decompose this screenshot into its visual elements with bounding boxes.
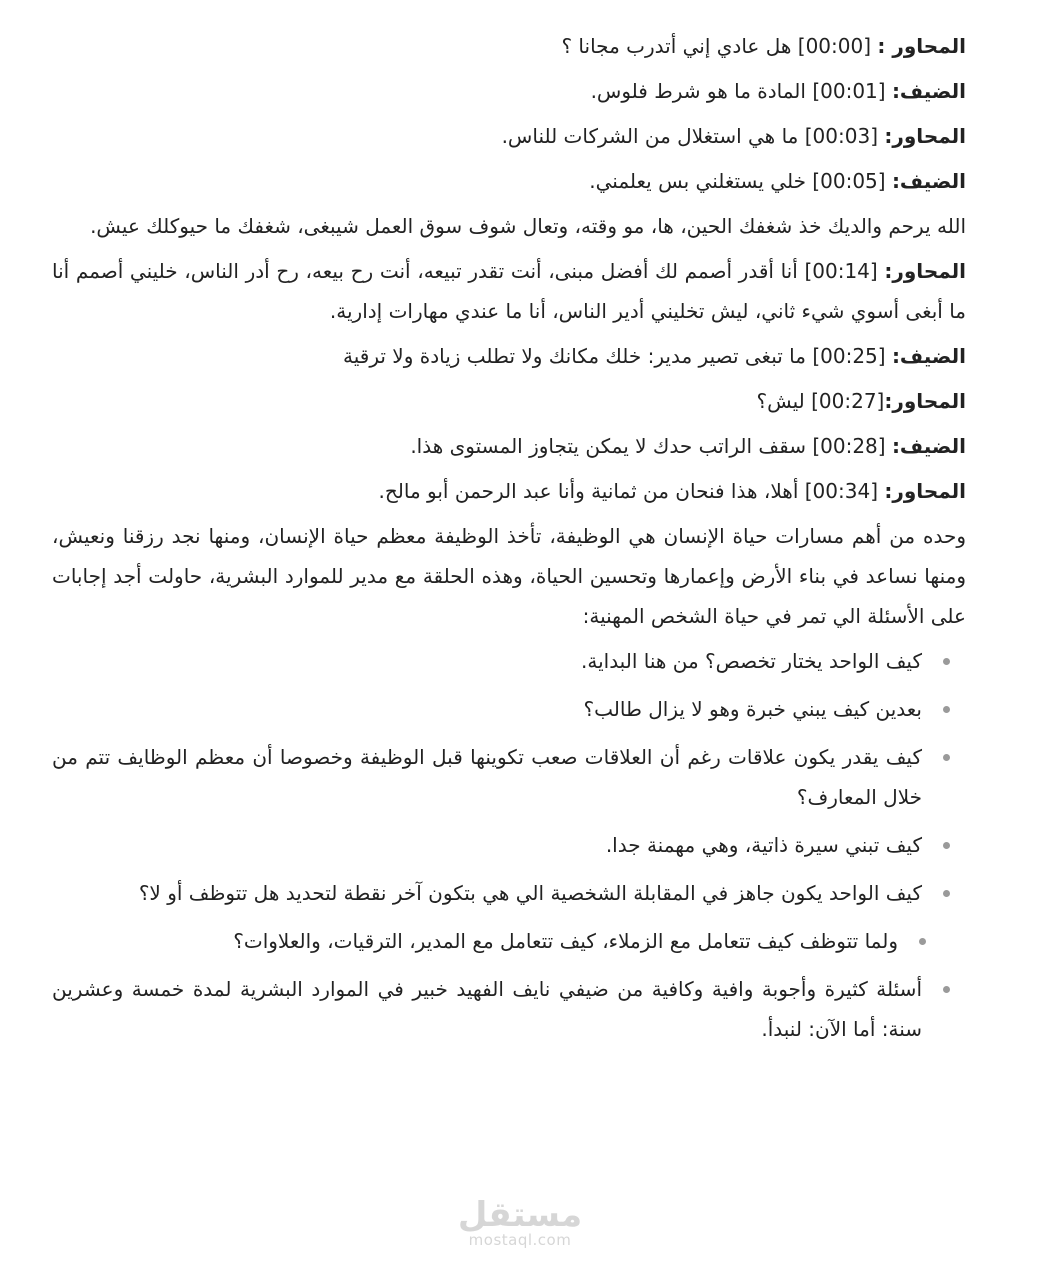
- dialogue-text: [00:03] ما هي استغلال من الشركات للناس.: [501, 124, 885, 148]
- bullet-dot-icon: [943, 986, 950, 993]
- list-item-text: أسئلة كثيرة وأجوبة وافية وكافية من ضيفي نايف الفهيد خبير في الموارد البشرية لمدة خمسة وعشرين سنة: أما الآن: لنبدأ.: [52, 977, 922, 1041]
- dialogue-line: [52, 116, 966, 156]
- list-item: [52, 921, 966, 961]
- speaker-label: المحاور:: [884, 259, 966, 283]
- dialogue-line: [52, 336, 966, 376]
- transcript-document: [52, 26, 966, 1057]
- dialogue-text: [00:01] المادة ما هو شرط فلوس.: [590, 79, 892, 103]
- list-item-text: كيف تبني سيرة ذاتية، وهي مهمنة جدا.: [605, 833, 922, 857]
- questions-list: [52, 641, 966, 1049]
- speaker-label: الضيف:: [891, 344, 966, 368]
- watermark-arabic: مستقل: [457, 1195, 583, 1235]
- list-item: [52, 737, 966, 817]
- list-item-text: كيف الواحد يكون جاهز في المقابلة الشخصية الي هي بتكون آخر نقطة لتحديد هل تتوظف أو لا؟: [138, 881, 922, 905]
- bullet-dot-icon: [943, 706, 950, 713]
- dialogue-text: [00:25] ما تبغى تصير مدير: خلك مكانك ولا تطلب زيادة ولا ترقية: [343, 344, 892, 368]
- paragraph-intro: وحده من أهم مسارات حياة الإنسان هي الوظيفة، تأخذ الوظيفة معظم حياة الإنسان، ومنها نجد رزقنا ونعيش، ومنها نساعد في بناء الأرض وإعمارها وتحسين الحياة، وهذه الحلقة مع مدير للموارد البشرية، حاولت أجد إجابات على الأسئلة الي تمر في حياة الشخص المهنية:: [52, 524, 966, 628]
- dialogue-line: [52, 161, 966, 201]
- dialogue-line: [52, 26, 966, 66]
- bullet-dot-icon: [943, 842, 950, 849]
- list-item: [52, 873, 966, 913]
- speaker-label: المحاور:: [884, 124, 966, 148]
- list-item: [52, 641, 966, 681]
- dialogue-text: [00:28] سقف الراتب حدك لا يمكن يتجاوز المستوى هذا.: [410, 434, 892, 458]
- bullet-dot-icon: [943, 754, 950, 761]
- dialogue-line: [52, 426, 966, 466]
- watermark-latin: mostaql.com: [468, 1231, 572, 1249]
- bullet-dot-icon: [943, 658, 950, 665]
- list-item: [52, 969, 966, 1049]
- list-item-text: كيف يقدر يكون علاقات رغم أن العلاقات صعب تكوينها قبل الوظيفة وخصوصا أن معظم الوظايف تتم من خلال المعارف؟: [52, 745, 922, 809]
- dialogue-line: [52, 471, 966, 511]
- dialogue-line: [52, 71, 966, 111]
- speaker-label: المحاور:: [884, 479, 966, 503]
- dialogue-line: [52, 381, 966, 421]
- list-item-text: ولما تتوظف كيف تتعامل مع الزملاء، كيف تتعامل مع المدير، الترقيات، والعلاوات؟: [233, 929, 898, 953]
- dialogue-text: [00:05] خلي يستغلني بس يعلمني.: [589, 169, 892, 193]
- bullet-dot-icon: [943, 890, 950, 897]
- speaker-label: الضيف:: [891, 434, 966, 458]
- dialogue-text: [00:34] أهلا، هذا فنحان من ثمانية وأنا عبد الرحمن أبو مالح.: [378, 479, 885, 503]
- dialogue-text: [00:14] أنا أقدر أصمم لك أفضل مبنى، أنت تقدر تبيعه، أنت رح بيعه، رح أدر الناس، خليني أصمم أنا ما أبغى أسوي شيء ثاني، ليش تخليني أدير الناس، أنا ما عندي مهارات إدارية.: [52, 259, 966, 323]
- paragraph-passion: الله يرحم والديك خذ شغفك الحين، ها، مو وقته، وتعال شوف سوق العمل شيبغى، شغفك ما حيوكلك عيش.: [90, 214, 966, 238]
- bullet-dot-icon: [919, 938, 926, 945]
- list-item: [52, 825, 966, 865]
- speaker-label: المحاور:: [884, 389, 966, 413]
- list-item: [52, 689, 966, 729]
- dialogue-text: [00:27] ليش؟: [756, 389, 885, 413]
- list-item-text: كيف الواحد يختار تخصص؟ من هنا البداية.: [580, 649, 922, 673]
- dialogue-text: [00:00] هل عادي إني أتدرب مجانا ؟: [561, 34, 878, 58]
- speaker-label: الضيف:: [891, 169, 966, 193]
- speaker-label: المحاور :: [877, 34, 966, 58]
- mostaql-watermark: [455, 1195, 585, 1249]
- speaker-label: الضيف:: [891, 79, 966, 103]
- list-item-text: بعدين كيف يبني خبرة وهو لا يزال طالب؟: [583, 697, 922, 721]
- dialogue-line: [52, 251, 966, 331]
